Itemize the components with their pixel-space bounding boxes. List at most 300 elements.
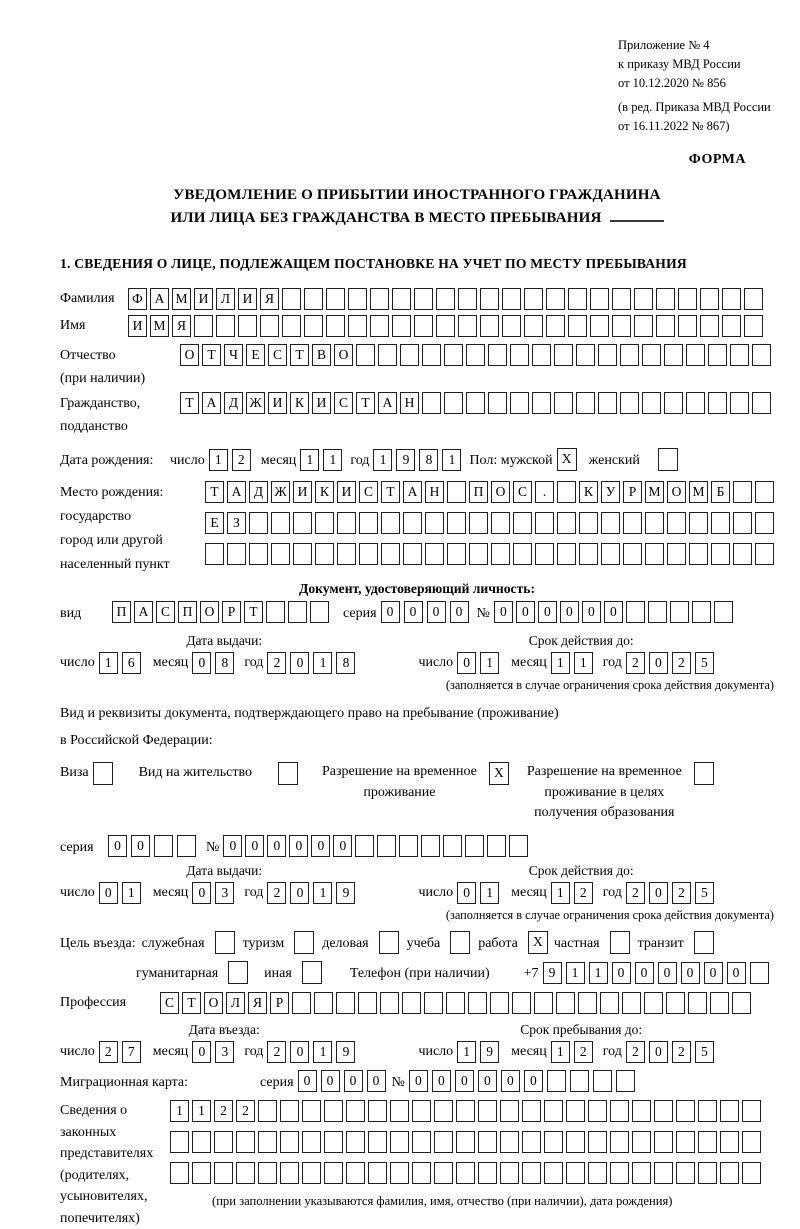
char-cell[interactable]	[720, 1131, 739, 1153]
char-cell[interactable]	[502, 315, 521, 337]
char-cell[interactable]	[293, 512, 312, 534]
char-cell[interactable]	[478, 1131, 497, 1153]
visa-checkbox[interactable]	[93, 762, 113, 785]
char-cell[interactable]: А	[227, 481, 246, 503]
char-cell[interactable]: Д	[249, 481, 268, 503]
char-cell[interactable]: 0	[99, 882, 118, 904]
char-cell[interactable]	[535, 543, 554, 565]
char-cell[interactable]	[356, 344, 375, 366]
char-cell[interactable]	[654, 1162, 673, 1184]
char-cell[interactable]: 2	[267, 882, 286, 904]
char-cell[interactable]: И	[337, 481, 356, 503]
char-cell[interactable]	[513, 543, 532, 565]
char-cell[interactable]: А	[378, 392, 397, 414]
char-cell[interactable]: 2	[672, 652, 691, 674]
char-cell[interactable]	[368, 1100, 387, 1122]
char-cell[interactable]	[214, 1131, 233, 1153]
char-cell[interactable]	[689, 543, 708, 565]
char-cell[interactable]: С	[334, 392, 353, 414]
edu-residence-permit-checkbox[interactable]	[694, 762, 714, 785]
char-cell[interactable]	[590, 288, 609, 310]
char-cell[interactable]: 1	[442, 449, 461, 471]
char-cell[interactable]: 0	[409, 1070, 428, 1092]
char-cell[interactable]	[377, 835, 396, 857]
char-cell[interactable]	[566, 1162, 585, 1184]
char-cell[interactable]: 2	[626, 1041, 645, 1063]
char-cell[interactable]: 0	[457, 882, 476, 904]
char-cell[interactable]	[557, 481, 576, 503]
char-cell[interactable]: 3	[215, 1041, 234, 1063]
char-cell[interactable]: О	[180, 344, 199, 366]
char-cell[interactable]	[170, 1131, 189, 1153]
char-cell[interactable]	[177, 835, 196, 857]
char-cell[interactable]: 0	[404, 601, 423, 623]
char-cell[interactable]	[380, 992, 399, 1014]
char-cell[interactable]	[282, 288, 301, 310]
char-cell[interactable]: Н	[400, 392, 419, 414]
char-cell[interactable]: 1	[566, 962, 585, 984]
char-cell[interactable]: К	[315, 481, 334, 503]
char-cell[interactable]	[403, 543, 422, 565]
char-cell[interactable]: О	[667, 481, 686, 503]
char-cell[interactable]	[686, 344, 705, 366]
char-cell[interactable]: 0	[381, 601, 400, 623]
char-cell[interactable]: С	[156, 601, 175, 623]
char-cell[interactable]	[447, 481, 466, 503]
char-cell[interactable]: 0	[321, 1070, 340, 1092]
char-cell[interactable]	[370, 315, 389, 337]
char-cell[interactable]: 2	[232, 449, 251, 471]
char-cell[interactable]	[355, 835, 374, 857]
char-cell[interactable]: 0	[450, 601, 469, 623]
char-cell[interactable]	[315, 543, 334, 565]
char-cell[interactable]	[434, 1100, 453, 1122]
char-cell[interactable]	[260, 315, 279, 337]
char-cell[interactable]	[390, 1162, 409, 1184]
char-cell[interactable]	[214, 1162, 233, 1184]
char-cell[interactable]	[425, 512, 444, 534]
char-cell[interactable]: 6	[122, 652, 141, 674]
char-cell[interactable]	[598, 344, 617, 366]
char-cell[interactable]: 0	[290, 1041, 309, 1063]
char-cell[interactable]	[742, 1162, 761, 1184]
char-cell[interactable]: Д	[224, 392, 243, 414]
char-cell[interactable]	[588, 1162, 607, 1184]
char-cell[interactable]	[359, 543, 378, 565]
char-cell[interactable]	[620, 392, 639, 414]
char-cell[interactable]: 0	[681, 962, 700, 984]
purpose-humanitarian-checkbox[interactable]	[228, 961, 248, 984]
char-cell[interactable]: 1	[192, 1100, 211, 1122]
char-cell[interactable]	[444, 392, 463, 414]
char-cell[interactable]: И	[268, 392, 287, 414]
char-cell[interactable]	[588, 1100, 607, 1122]
char-cell[interactable]	[447, 543, 466, 565]
char-cell[interactable]	[512, 992, 531, 1014]
char-cell[interactable]: 0	[192, 1041, 211, 1063]
char-cell[interactable]	[578, 992, 597, 1014]
char-cell[interactable]	[324, 1162, 343, 1184]
char-cell[interactable]	[544, 1162, 563, 1184]
char-cell[interactable]	[634, 315, 653, 337]
char-cell[interactable]	[381, 543, 400, 565]
char-cell[interactable]	[722, 288, 741, 310]
residence-permit-checkbox[interactable]	[278, 762, 298, 785]
char-cell[interactable]	[620, 344, 639, 366]
char-cell[interactable]	[154, 835, 173, 857]
char-cell[interactable]: М	[689, 481, 708, 503]
char-cell[interactable]: 0	[658, 962, 677, 984]
char-cell[interactable]	[456, 1100, 475, 1122]
char-cell[interactable]	[444, 344, 463, 366]
char-cell[interactable]: 1	[323, 449, 342, 471]
char-cell[interactable]: 0	[524, 1070, 543, 1092]
char-cell[interactable]	[546, 315, 565, 337]
char-cell[interactable]	[443, 835, 462, 857]
char-cell[interactable]: Ч	[224, 344, 243, 366]
char-cell[interactable]	[469, 512, 488, 534]
char-cell[interactable]: Т	[205, 481, 224, 503]
char-cell[interactable]	[708, 392, 727, 414]
char-cell[interactable]	[752, 392, 771, 414]
char-cell[interactable]	[710, 992, 729, 1014]
char-cell[interactable]	[554, 392, 573, 414]
char-cell[interactable]	[412, 1162, 431, 1184]
char-cell[interactable]	[491, 512, 510, 534]
char-cell[interactable]	[610, 1162, 629, 1184]
char-cell[interactable]: И	[293, 481, 312, 503]
char-cell[interactable]	[720, 1162, 739, 1184]
char-cell[interactable]	[282, 315, 301, 337]
char-cell[interactable]: 1	[300, 449, 319, 471]
char-cell[interactable]	[688, 992, 707, 1014]
char-cell[interactable]	[700, 288, 719, 310]
char-cell[interactable]	[346, 1162, 365, 1184]
char-cell[interactable]	[205, 543, 224, 565]
char-cell[interactable]: М	[645, 481, 664, 503]
char-cell[interactable]: 0	[649, 1041, 668, 1063]
char-cell[interactable]	[524, 315, 543, 337]
char-cell[interactable]	[513, 512, 532, 534]
char-cell[interactable]	[403, 512, 422, 534]
char-cell[interactable]	[194, 315, 213, 337]
char-cell[interactable]: А	[134, 601, 153, 623]
char-cell[interactable]: 2	[267, 1041, 286, 1063]
char-cell[interactable]	[676, 1100, 695, 1122]
char-cell[interactable]: 0	[131, 835, 150, 857]
char-cell[interactable]: Ф	[128, 288, 147, 310]
char-cell[interactable]	[547, 1070, 566, 1092]
char-cell[interactable]: 0	[516, 601, 535, 623]
char-cell[interactable]	[755, 512, 774, 534]
char-cell[interactable]	[488, 344, 507, 366]
char-cell[interactable]: Е	[205, 512, 224, 534]
char-cell[interactable]: 9	[396, 449, 415, 471]
char-cell[interactable]	[399, 835, 418, 857]
char-cell[interactable]	[557, 512, 576, 534]
char-cell[interactable]: 0	[704, 962, 723, 984]
char-cell[interactable]: Т	[290, 344, 309, 366]
char-cell[interactable]	[700, 315, 719, 337]
char-cell[interactable]	[238, 315, 257, 337]
char-cell[interactable]	[546, 288, 565, 310]
char-cell[interactable]	[664, 392, 683, 414]
char-cell[interactable]: З	[227, 512, 246, 534]
char-cell[interactable]	[480, 315, 499, 337]
char-cell[interactable]: 0	[333, 835, 352, 857]
char-cell[interactable]	[590, 315, 609, 337]
char-cell[interactable]: 2	[574, 1041, 593, 1063]
char-cell[interactable]	[732, 992, 751, 1014]
char-cell[interactable]	[612, 288, 631, 310]
char-cell[interactable]	[249, 543, 268, 565]
char-cell[interactable]	[642, 344, 661, 366]
char-cell[interactable]	[678, 288, 697, 310]
char-cell[interactable]	[346, 1100, 365, 1122]
char-cell[interactable]	[436, 288, 455, 310]
char-cell[interactable]	[579, 512, 598, 534]
char-cell[interactable]	[368, 1131, 387, 1153]
char-cell[interactable]: 0	[367, 1070, 386, 1092]
char-cell[interactable]	[535, 512, 554, 534]
char-cell[interactable]	[480, 288, 499, 310]
temp-residence-permit-checkbox[interactable]: X	[489, 762, 509, 785]
char-cell[interactable]: 0	[494, 601, 513, 623]
char-cell[interactable]	[258, 1100, 277, 1122]
char-cell[interactable]: 0	[455, 1070, 474, 1092]
char-cell[interactable]	[390, 1131, 409, 1153]
char-cell[interactable]	[502, 288, 521, 310]
char-cell[interactable]	[730, 344, 749, 366]
char-cell[interactable]	[557, 543, 576, 565]
char-cell[interactable]: А	[150, 288, 169, 310]
char-cell[interactable]	[381, 512, 400, 534]
char-cell[interactable]	[733, 512, 752, 534]
char-cell[interactable]: 2	[672, 1041, 691, 1063]
char-cell[interactable]	[632, 1162, 651, 1184]
char-cell[interactable]	[425, 543, 444, 565]
char-cell[interactable]	[656, 288, 675, 310]
char-cell[interactable]: Ж	[246, 392, 265, 414]
char-cell[interactable]: 2	[574, 882, 593, 904]
char-cell[interactable]	[720, 1100, 739, 1122]
char-cell[interactable]	[280, 1162, 299, 1184]
char-cell[interactable]	[280, 1131, 299, 1153]
char-cell[interactable]: 9	[480, 1041, 499, 1063]
char-cell[interactable]: 0	[538, 601, 557, 623]
char-cell[interactable]	[458, 288, 477, 310]
char-cell[interactable]	[324, 1100, 343, 1122]
char-cell[interactable]	[698, 1162, 717, 1184]
char-cell[interactable]	[568, 315, 587, 337]
char-cell[interactable]	[469, 543, 488, 565]
char-cell[interactable]	[310, 601, 329, 623]
char-cell[interactable]: 9	[336, 1041, 355, 1063]
char-cell[interactable]	[465, 835, 484, 857]
char-cell[interactable]	[554, 344, 573, 366]
char-cell[interactable]	[645, 512, 664, 534]
char-cell[interactable]	[689, 512, 708, 534]
char-cell[interactable]	[510, 344, 529, 366]
char-cell[interactable]: 0	[612, 962, 631, 984]
char-cell[interactable]: 1	[551, 652, 570, 674]
char-cell[interactable]: 0	[290, 882, 309, 904]
char-cell[interactable]	[326, 315, 345, 337]
char-cell[interactable]	[664, 344, 683, 366]
char-cell[interactable]	[368, 1162, 387, 1184]
char-cell[interactable]	[566, 1131, 585, 1153]
char-cell[interactable]	[314, 992, 333, 1014]
char-cell[interactable]: О	[334, 344, 353, 366]
char-cell[interactable]	[236, 1162, 255, 1184]
char-cell[interactable]: 0	[501, 1070, 520, 1092]
char-cell[interactable]: .	[535, 481, 554, 503]
char-cell[interactable]: 0	[727, 962, 746, 984]
char-cell[interactable]	[227, 543, 246, 565]
char-cell[interactable]: Я	[248, 992, 267, 1014]
char-cell[interactable]	[667, 512, 686, 534]
char-cell[interactable]: 1	[551, 1041, 570, 1063]
char-cell[interactable]	[478, 1162, 497, 1184]
char-cell[interactable]	[491, 543, 510, 565]
char-cell[interactable]	[648, 601, 667, 623]
char-cell[interactable]: Т	[180, 392, 199, 414]
char-cell[interactable]	[392, 288, 411, 310]
char-cell[interactable]	[698, 1131, 717, 1153]
char-cell[interactable]	[692, 601, 711, 623]
char-cell[interactable]	[667, 543, 686, 565]
char-cell[interactable]: 1	[373, 449, 392, 471]
char-cell[interactable]	[488, 392, 507, 414]
char-cell[interactable]	[654, 1131, 673, 1153]
char-cell[interactable]	[500, 1100, 519, 1122]
char-cell[interactable]	[686, 392, 705, 414]
char-cell[interactable]	[370, 288, 389, 310]
char-cell[interactable]: И	[238, 288, 257, 310]
char-cell[interactable]: Р	[222, 601, 241, 623]
char-cell[interactable]: К	[579, 481, 598, 503]
char-cell[interactable]: У	[601, 481, 620, 503]
char-cell[interactable]	[302, 1131, 321, 1153]
char-cell[interactable]	[698, 1100, 717, 1122]
char-cell[interactable]	[570, 1070, 589, 1092]
char-cell[interactable]: 0	[560, 601, 579, 623]
char-cell[interactable]: 8	[336, 652, 355, 674]
char-cell[interactable]	[500, 1131, 519, 1153]
char-cell[interactable]	[708, 344, 727, 366]
purpose-other-checkbox[interactable]	[302, 961, 322, 984]
char-cell[interactable]	[670, 601, 689, 623]
char-cell[interactable]: 1	[313, 1041, 332, 1063]
char-cell[interactable]	[293, 543, 312, 565]
char-cell[interactable]: П	[112, 601, 131, 623]
char-cell[interactable]: 0	[267, 835, 286, 857]
char-cell[interactable]: Т	[381, 481, 400, 503]
char-cell[interactable]	[566, 1100, 585, 1122]
char-cell[interactable]	[755, 543, 774, 565]
char-cell[interactable]: 2	[626, 882, 645, 904]
purpose-private-checkbox[interactable]	[610, 931, 630, 954]
char-cell[interactable]	[598, 392, 617, 414]
char-cell[interactable]	[524, 288, 543, 310]
char-cell[interactable]: 0	[344, 1070, 363, 1092]
char-cell[interactable]: П	[469, 481, 488, 503]
purpose-study-checkbox[interactable]	[450, 931, 470, 954]
char-cell[interactable]: Ж	[271, 481, 290, 503]
char-cell[interactable]: 1	[457, 1041, 476, 1063]
char-cell[interactable]	[304, 288, 323, 310]
char-cell[interactable]	[490, 992, 509, 1014]
char-cell[interactable]	[346, 1131, 365, 1153]
char-cell[interactable]: М	[150, 315, 169, 337]
char-cell[interactable]	[678, 315, 697, 337]
char-cell[interactable]	[359, 512, 378, 534]
char-cell[interactable]	[412, 1100, 431, 1122]
char-cell[interactable]	[711, 512, 730, 534]
char-cell[interactable]	[522, 1100, 541, 1122]
char-cell[interactable]	[456, 1162, 475, 1184]
char-cell[interactable]	[487, 835, 506, 857]
char-cell[interactable]	[422, 344, 441, 366]
char-cell[interactable]	[576, 344, 595, 366]
char-cell[interactable]	[337, 543, 356, 565]
char-cell[interactable]: О	[200, 601, 219, 623]
char-cell[interactable]	[466, 392, 485, 414]
char-cell[interactable]	[458, 315, 477, 337]
char-cell[interactable]	[632, 1131, 651, 1153]
char-cell[interactable]: 0	[432, 1070, 451, 1092]
char-cell[interactable]	[623, 543, 642, 565]
purpose-business-checkbox[interactable]	[215, 931, 235, 954]
char-cell[interactable]	[522, 1162, 541, 1184]
char-cell[interactable]	[626, 601, 645, 623]
char-cell[interactable]: 1	[122, 882, 141, 904]
char-cell[interactable]: 1	[170, 1100, 189, 1122]
char-cell[interactable]: 0	[311, 835, 330, 857]
char-cell[interactable]	[392, 315, 411, 337]
char-cell[interactable]	[544, 1100, 563, 1122]
char-cell[interactable]: 5	[695, 652, 714, 674]
char-cell[interactable]: Р	[270, 992, 289, 1014]
char-cell[interactable]: С	[513, 481, 532, 503]
char-cell[interactable]	[170, 1162, 189, 1184]
char-cell[interactable]: Л	[226, 992, 245, 1014]
char-cell[interactable]: 2	[214, 1100, 233, 1122]
char-cell[interactable]	[509, 835, 528, 857]
char-cell[interactable]: И	[312, 392, 331, 414]
char-cell[interactable]: Т	[356, 392, 375, 414]
char-cell[interactable]	[632, 1100, 651, 1122]
char-cell[interactable]: 2	[672, 882, 691, 904]
char-cell[interactable]	[714, 601, 733, 623]
char-cell[interactable]: 0	[427, 601, 446, 623]
char-cell[interactable]: 0	[192, 882, 211, 904]
char-cell[interactable]: 5	[695, 882, 714, 904]
char-cell[interactable]	[478, 1100, 497, 1122]
char-cell[interactable]: Я	[260, 288, 279, 310]
char-cell[interactable]	[623, 512, 642, 534]
char-cell[interactable]	[750, 962, 769, 984]
char-cell[interactable]	[500, 1162, 519, 1184]
char-cell[interactable]: 5	[695, 1041, 714, 1063]
char-cell[interactable]	[302, 1162, 321, 1184]
char-cell[interactable]	[576, 392, 595, 414]
char-cell[interactable]	[676, 1131, 695, 1153]
char-cell[interactable]	[348, 315, 367, 337]
purpose-tourism-checkbox[interactable]	[294, 931, 314, 954]
char-cell[interactable]	[556, 992, 575, 1014]
char-cell[interactable]	[656, 315, 675, 337]
